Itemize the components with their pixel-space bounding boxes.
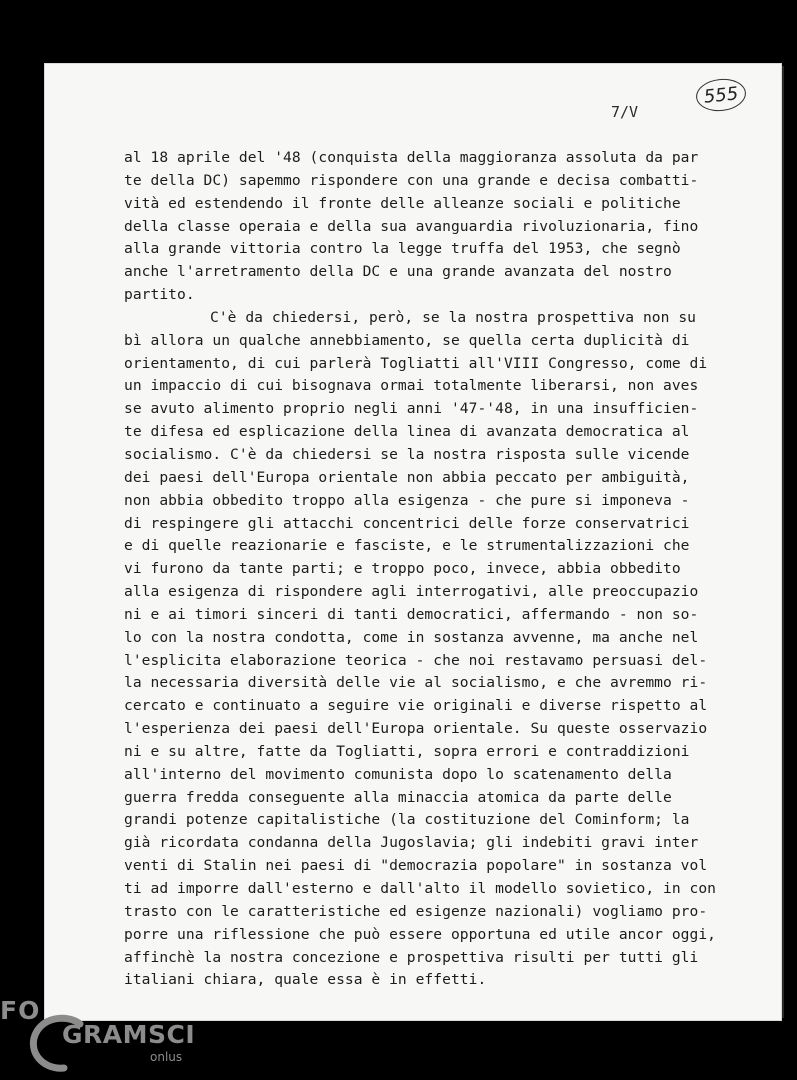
text-line: venti di Stalin nei paesi di "democrazia popolare" in sostanza vol [124,857,708,875]
text-line: dei paesi dell'Europa orientale non abbia peccato per ambiguità, [124,468,690,486]
text-line: di respingere gli attacchi concentrici delle forze conservatrici [124,514,690,532]
text-line: C'è da chiedersi, però, se la nostra prospettiva non su [210,308,696,326]
text-line: italiani chiara, quale essa è in effetti. [124,971,487,989]
text-line: guerra fredda conseguente alla minaccia atomica da parte delle [124,788,672,806]
text-line: se avuto alimento proprio negli anni '47-'48, in una insufficien- [124,400,699,418]
text-line: affinchè la nostra concezione e prospettiva risulti per tutti gli [124,948,699,966]
text-line: già ricordata condanna della Jugoslavia; gli indebiti gravi inter [124,834,699,852]
text-line: te della DC) sapemmo rispondere con una grande e decisa combatti- [124,171,699,189]
text-line: bì allora un qualche annebbiamento, se quella certa duplicità di [124,331,690,349]
text-line: della classe operaia e della sua avanguardia rivoluzionaria, fino [124,217,699,235]
text-line: trasto con le caratteristiche ed esigenze nazionali) vogliamo pro- [124,902,708,920]
text-line: porre una riflessione che può essere opportuna ed utile ancor oggi, [124,925,717,943]
logo-prefix: FO [0,996,41,1025]
logo-name: GRAMSCI [62,1020,196,1049]
logo-suffix: onlus [150,1050,183,1064]
text-line: partito. [124,286,195,304]
text-line: al 18 aprile del '48 (conquista della maggioranza assoluta da par [124,149,699,166]
text-line: alla esigenza di rispondere agli interrogativi, alle preoccupazio [124,583,699,601]
text-line: socialismo. C'è da chiedersi se la nostra risposta sulle vicende [124,445,690,463]
text-line: ni e su altre, fatte da Togliatti, sopra errori e contraddizioni [124,742,690,760]
text-line: l'esplicita elaborazione teorica - che noi restavamo persuasi del- [124,651,708,669]
text-line: ti ad imporre dall'esterno e dall'alto il modello sovietico, in con [124,880,717,897]
text-line: l'esperienza dei paesi dell'Europa orientale. Su queste osservazio [124,720,708,738]
text-line: non abbia obbedito troppo alla esigenza - che pure si imponeva - [124,491,690,509]
typewritten-text [124,147,764,992]
text-line: grandi potenze capitalistiche (la costituzione del Cominform; la [124,811,690,829]
archive-stamp [694,76,747,113]
text-line: alla grande vittoria contro la legge truffa del 1953, che segnò [124,240,681,258]
text-line: te difesa ed esplicazione della linea di avanzata democratica al [124,423,690,441]
text-line: orientamento, di cui parlerà Togliatti all'VIII Congresso, come di [124,354,708,372]
text-line: e di quelle reazionarie e fasciste, e le strumentalizzazioni che [124,537,690,555]
text-line: cercato e continuato a seguire vie originali e diverse rispetto al [124,697,708,715]
stamp-number: 555 [702,82,740,108]
text-line: ni e ai timori sinceri di tanti democratici, affermando - non so- [124,605,699,623]
text-line: vi furono da tante parti; e troppo poco, invece, abbia obbedito [124,560,681,578]
text-line: vità ed estendendo il fronte delle alleanze sociali e politiche [124,194,681,212]
text-line: all'interno del movimento comunista dopo lo scatenamento della [124,765,672,783]
text-line: lo con la nostra condotta, come in sostanza avvenne, ma anche nel [124,628,699,646]
page-reference: 7/V [611,103,639,121]
gramsci-watermark-logo [0,992,210,1080]
document-page [44,63,782,1021]
text-line: un impaccio di cui bisognava ormai totalmente liberarsi, non aves [124,377,699,395]
text-line: la necessaria diversità delle vie al socialismo, e che avremmo ri- [124,674,708,692]
text-line: anche l'arretramento della DC e una grande avanzata del nostro [124,263,672,281]
